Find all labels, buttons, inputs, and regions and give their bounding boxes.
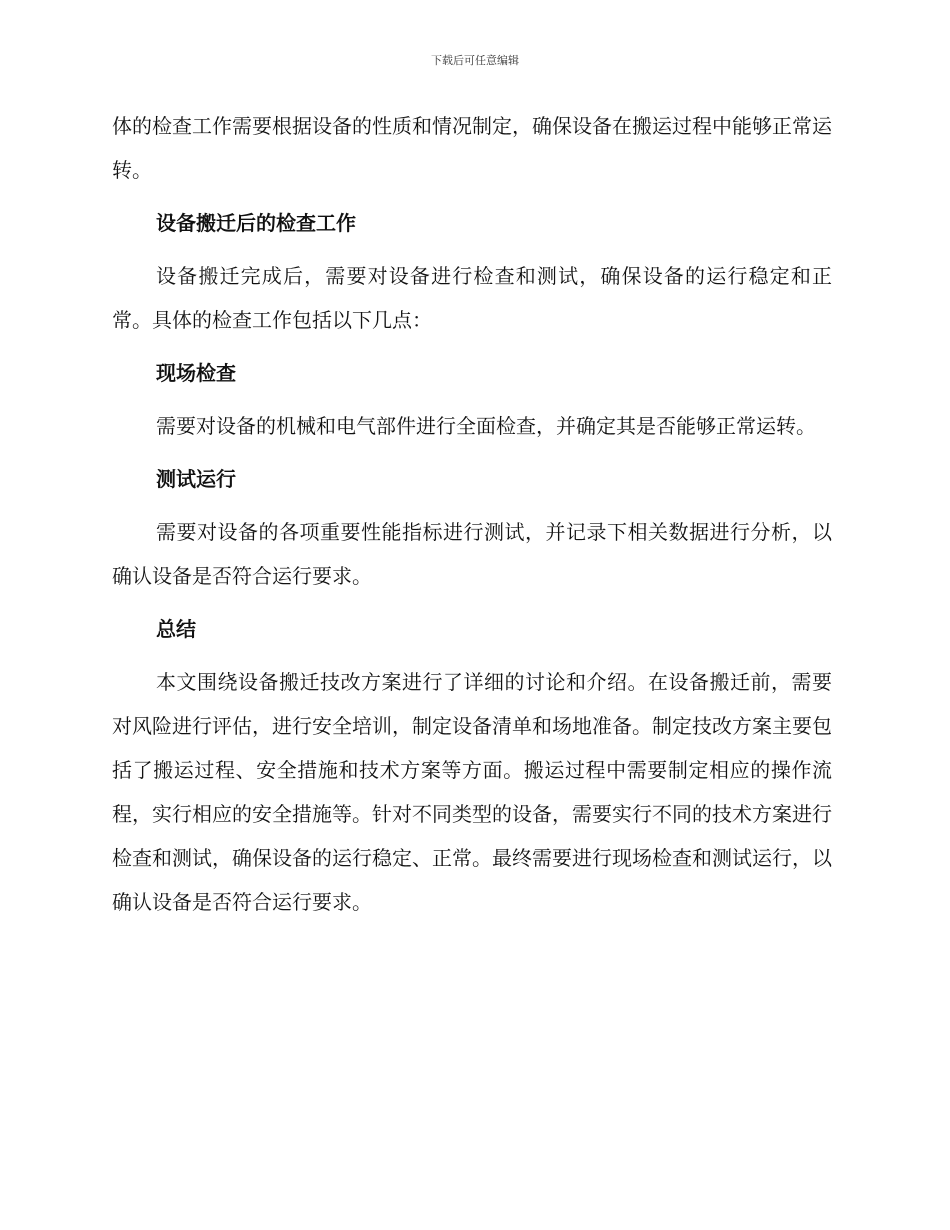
section-heading-post-relocation-inspection: 设备搬迁后的检查工作 bbox=[156, 211, 356, 235]
section-heading-test-run: 测试运行 bbox=[156, 467, 236, 491]
paragraph-on-site-inspection: 需要对设备的机械和电气部件进行全面检查，并确定其是否能够正常运转。 bbox=[156, 414, 816, 438]
document-body bbox=[112, 104, 832, 933]
paragraph-test-run: 需要对设备的各项重要性能指标进行测试，并记录下相关数据进行分析，以确认设备是否符合运行要求。 bbox=[112, 520, 832, 588]
paragraph-post-relocation-inspection: 设备搬迁完成后，需要对设备进行检查和测试，确保设备的运行稳定和正常。具体的检查工作包括以下几点： bbox=[112, 264, 832, 332]
section-heading-summary: 总结 bbox=[156, 617, 196, 641]
page-header: 下载后可任意编辑 bbox=[431, 54, 519, 67]
section-heading-on-site-inspection: 现场检查 bbox=[156, 361, 236, 385]
paragraph-continuation: 体的检查工作需要根据设备的性质和情况制定，确保设备在搬运过程中能够正常运转。 bbox=[112, 114, 832, 182]
paragraph-summary: 本文围绕设备搬迁技改方案进行了详细的讨论和介绍。在设备搬迁前，需要对风险进行评估，进行安全培训，制定设备清单和场地准备。制定技改方案主要包括了搬运过程、安全措施和技术方案等方面。搬运过程中需要制定相应的操作流程，实行相应的安全措施等。针对不同类型的设备，需要实行不同的技术方案进行检查和测试，确保设备的运行稳定、正常。最终需要进行现场检查和测试运行，以确认设备是否符合运行要求。 bbox=[112, 670, 832, 914]
